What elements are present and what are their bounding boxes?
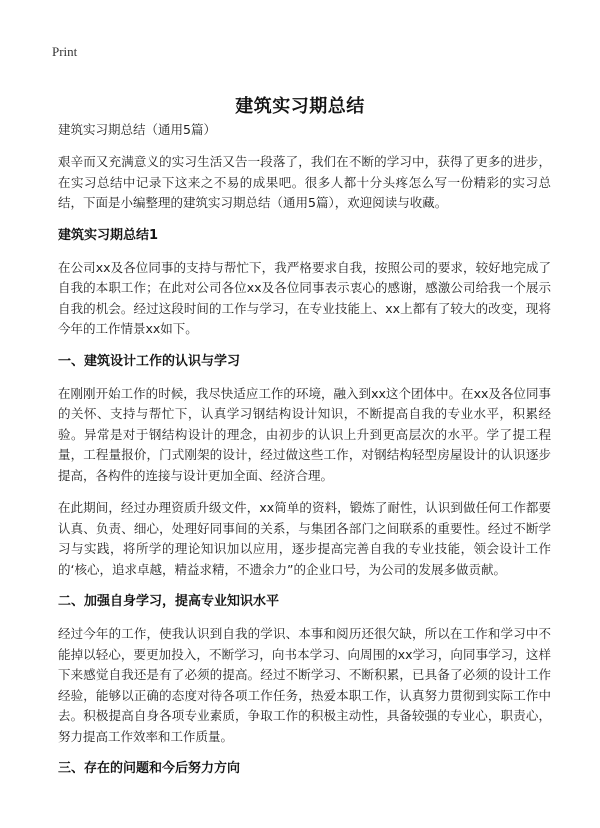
intro-paragraph: 艰辛而又充满意义的实习生活又告一段落了，我们在不断的学习中，获得了更多的进步，在实习总结中记录下这来之不易的成果吧。很多人都十分头疼怎么写一份精彩的实习总结，下面是小编整理的建筑实习期总结（通用5篇），欢迎阅读与收藏。 <box>58 154 551 210</box>
section2-heading: 二、加强自身学习，提高专业知识水平 <box>58 594 280 609</box>
section3-heading: 三、存在的问题和今后努力方向 <box>58 761 241 776</box>
document-subtitle: 建筑实习期总结（通用5篇） <box>58 122 216 137</box>
document-title: 建筑实习期总结 <box>235 96 365 118</box>
print-link[interactable]: Print <box>52 44 78 59</box>
document-body <box>58 120 551 791</box>
section2-paragraph: 经过今年的工作，使我认识到自我的学识、本事和阅历还很欠缺，所以在工作和学习中不能掉以轻心，要更加投入，不断学习，向书本学习、向周围的xx学习，向同事学习，这样下来感觉自我还是有了必须的提高。经过不断学习、不断积累，已具备了必须的设计工作经验，能够以正确的态度对待各项工作任务，热爱本职工作，认真努力贯彻到实际工作中去。积极提高自身各项专业素质，争取工作的积极主动性，具备较强的专业心，职责心，努力提高工作效率和工作质量。 <box>58 626 551 744</box>
section1-paragraph-2: 在此期间，经过办理资质升级文件，xx简单的资料，锻炼了耐性，认识到做任何工作都要认真、负责、细心，处理好同事间的关系，与集团各部门之间联系的重要性。经过不断学习与实践，将所学的理论知识加以应用，逐步提高完善自我的专业技能，领会设计工作的‘核心，追求卓越，精益求精，不遗余力”的企业口号，为公司的发展多做贡献。 <box>58 500 551 577</box>
part1-paragraph: 在公司xx及各位同事的支持与帮忙下，我严格要求自我，按照公司的要求，较好地完成了自我的本职工作；在此对公司各位xx及各位同事表示衷心的感谢，感激公司给我一个展示自我的机会。经过这段时间的工作与学习，在专业技能上、xx上都有了较大的改变，现将今年的工作情景xx如下。 <box>58 259 551 336</box>
section1-heading: 一、建筑设计工作的认识与学习 <box>58 353 241 369</box>
part1-heading: 建筑实习期总结1 <box>58 227 159 243</box>
section1-paragraph-1: 在刚刚开始工作的时候，我尽快适应工作的环境，融入到xx这个团体中。在xx及各位同事的关怀、支持与帮忙下，认真学习钢结构设计知识，不断提高自我的专业水平，积累经验。异常是对于钢结构设计的理念，由初步的认识上升到更高层次的水平。学了提工程量，工程量报价，门式刚架的设计，经过做这些工作，对钢结构轻型房屋设计的认识逐步提高，各构件的连接与设计更加全面、经济合理。 <box>58 385 551 483</box>
